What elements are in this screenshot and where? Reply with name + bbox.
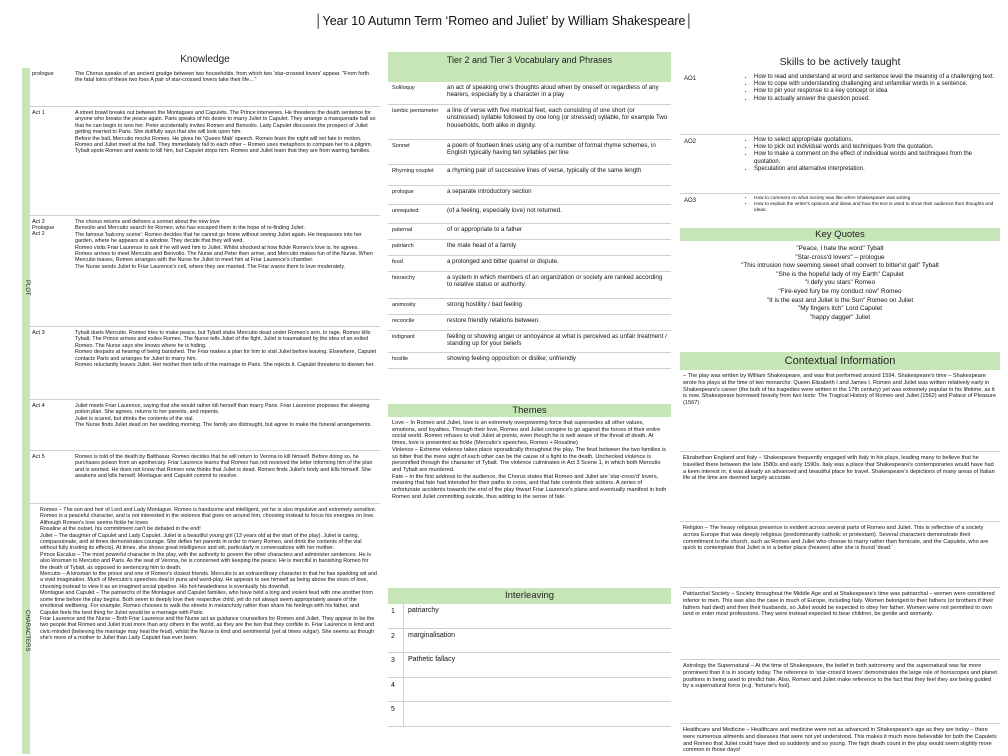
- context-paragraph: Elizabethan England and Italy – Shakespeare frequently engaged with Italy in his plays, leading many to believe that he travelled there between the late 1580s and early 1590s. Italy was a place that Shakespeare's contemporaries would have had a keen interest in; it was already an advanced and beautiful place for travel. Shakespeare's depictions of many areas of Italian life at the time are deemed largely accurate.: [680, 452, 1000, 522]
- vocab-term: Iambic pentameter: [392, 108, 439, 114]
- key-quote: "This intrusion now seeming sweet shall convert to bitter'st gall" Tybalt: [741, 262, 939, 270]
- skill-point: • Speculation and alternative interpretation.: [754, 166, 998, 173]
- interleaving-text: patriarchy: [408, 607, 439, 614]
- vocab-term: patriarch: [392, 243, 414, 249]
- vocab-term: indignant: [392, 334, 415, 340]
- key-quote: "She is the hopeful lady of my Earth" Capulet: [776, 270, 904, 278]
- skills-row: [680, 135, 1000, 194]
- vocab-row: [388, 256, 671, 272]
- vocab-definition: restore friendly relations between.: [447, 317, 540, 324]
- vocab-row: [388, 165, 671, 186]
- context-panel: [680, 352, 1000, 754]
- vocab-term: prologue: [392, 189, 414, 195]
- skills-row: [680, 194, 1000, 228]
- knowledge-label: Act 1: [32, 110, 45, 116]
- key-quote: "My fingers itch" Lord Capulet: [797, 305, 883, 313]
- knowledge-grid: [30, 68, 380, 754]
- key-quote: "Peace, I hate the word" Tybalt: [796, 245, 884, 252]
- vocab-term: unrequited: [392, 208, 419, 214]
- vocab-definition: a system in which members of an organization or society are ranked according to relative status or authority.: [447, 274, 663, 289]
- vocab-row: [388, 315, 671, 331]
- quotes-panel: [680, 228, 1000, 350]
- context-paragraph: Astrology the Supernatural – At the time of Shakespeare, the belief in both astronomy and the supernatural was far more prominent than it is in society today. The reference to 'star-cross'd lovers' demonstrates the large role of horoscopes and planet positions in being used to predict fate. Also, Romeo and Juliet make reference to the fact that they feel they are being guided by a supernatural force (e.g. 'fortune's fool).: [680, 660, 1000, 724]
- interleaving-row: [388, 702, 671, 727]
- interleaving-text: [404, 702, 671, 726]
- knowledge-header: Knowledge: [30, 52, 380, 68]
- ao-points: [742, 72, 1000, 134]
- skills-panel: [680, 52, 1000, 228]
- vocab-term: Soliloquy: [392, 85, 415, 91]
- key-quote: "It is the east and Juliet is the Sun" Romeo on Juliet: [766, 296, 914, 304]
- vocab-row: [388, 82, 671, 105]
- knowledge-text: The chorus returns and delivers a sonnet about the new love Benvolio and Mercutio search for Romeo, who has escaped them in the hope of re-finding Juliet. The famous 'balcony scene': Romeo decides that he cannot go home without seeing Juliet again. He trespasses into her garden, where he appears at a window. They decide that they will wed. Romeo visits Friar Laurence to ask if he will wed him to Juliet. Whilst shocked at how fickle Romeo's love is, he agrees. Romeo arrives to meet Mercutio and Benvolio. The Nurse and Peter then arrive, and Mercutio makes fun of the Nurse. When Mercutio leaves, Romeo arranges with the Nurse for Juliet to meet him at Friar Laurence's chamber. The Nurse sends Juliet to Friar Laurence's cell, where they are married. The Friar warns them to love moderately.: [75, 219, 373, 270]
- context-header: Contextual Information: [680, 352, 1000, 370]
- vocab-definition: of or appropriate to a father: [447, 226, 522, 233]
- vocab-row: [388, 140, 671, 165]
- interleaving-number: 3: [388, 653, 404, 677]
- interleaving-panel: [388, 588, 671, 754]
- context-list: [680, 370, 1000, 754]
- vocab-term: Sonnet: [392, 143, 410, 149]
- quotes-header: Key Quotes: [680, 228, 1000, 241]
- vocab-row: [388, 331, 671, 353]
- plot-side-label: PLOT: [22, 68, 30, 508]
- ao-points: [742, 194, 1000, 228]
- quotes-list: [680, 245, 1000, 322]
- key-quote: "I defy you stars" Romeo: [804, 279, 876, 287]
- interleaving-number: 4: [388, 678, 404, 702]
- ao-label: AO3: [684, 198, 697, 204]
- knowledge-row: [30, 327, 380, 400]
- vocab-panel: [388, 52, 671, 402]
- vocab-term: hierarchy: [392, 275, 416, 281]
- knowledge-label: Act 4: [32, 403, 45, 409]
- knowledge-row: [30, 400, 380, 451]
- knowledge-row: [30, 68, 380, 107]
- knowledge-row: [30, 216, 380, 327]
- knowledge-text: The Chorus speaks of an ancient grudge between two households, from which two 'star-crossed lovers' appear. "From forth the fatal loins of these two foes A pair of star-crossed lovers take their life…": [75, 71, 370, 84]
- themes-panel: [388, 404, 671, 584]
- ao-label: AO1: [684, 76, 697, 82]
- knowledge-text: Juliet meets Friar Laurence, saying that she would rather kill herself than marry Paris. Friar Laurence proposes the sleeping potion plan. She agrees, returns to her parents, and repents. Juliet is scared, but drinks the contents of the vial. The Nurse finds Juliet dead on her wedding morning. The family are distraught, but agree to make the funeral arrangements.: [75, 403, 372, 429]
- skill-point: • How to cope with understanding challenging and unfamiliar words in a sentence.: [754, 81, 998, 88]
- knowledge-label: prologue: [32, 71, 54, 77]
- interleaving-text: Pathetic fallacy: [408, 656, 456, 663]
- ao-label: AO2: [684, 139, 697, 145]
- page-title: │Year 10 Autumn Term ‘Romeo and Juliet’ by William Shakespeare│: [314, 14, 694, 28]
- key-quote: "Star-cross'd lovers" – prologue: [795, 253, 885, 261]
- ao-points: [742, 135, 1000, 193]
- vocab-row: [388, 205, 671, 224]
- knowledge-label: Act 3: [32, 330, 45, 336]
- skill-point: • How to select appropriate quotations.: [754, 137, 998, 144]
- vocab-row: [388, 353, 671, 369]
- skill-point: • How to pin your response to a key concept or idea: [754, 88, 998, 95]
- vocab-row: [388, 224, 671, 240]
- context-paragraph: – The play was written by William Shakespeare, and was first performed around 1594. Shakespeare's time – Shakespeare wrote his plays at the time of two monarchs: Queen Elizabeth I and James I. Romeo and Juliet was written relatively early in Shakespeare's career (the bulk of his tragedies were written in the 17th century) yet was extremely popular in his lifetime, as it is now. Shakespeare borrowed heavily from two texts: The Tragical History of Romeo and Juliet (1562) and Palace of Pleasure (1567): [680, 370, 1000, 452]
- characters-text: Romeo – The son and heir of Lord and Lady Montague. Romeo is handsome and intelligent, yet he is also impulsive and extremely sensitive. Romeo is a peaceful character, and is not interested in the violence that goes on around him, choosing instead to focus his energies on love. Although Romeo's love seems fickle he loves Rosaline at the outset, his commitment can't be debated in the end! Juliet – The daughter of Capulet and Lady Capulet. Juliet is a beautiful young girl (13 years old at the start of the play). Juliet is caring, compassionate, and at times demonstrates courage. She defies her parents in order to marry Romeo, and drink the contents of the vial without fully trusting its effects). At times, she shows great intelligence and wit, particularly in conversations with her mother. Prince Escalus – The most powerful character in the play, with the authority to govern the other characters and administer sentences. He is also kinsman to Mercutio and Paris. As the seat of Verona, he is concerned with keeping the peace. He is merciful in banishing Romeo for the death of Tybalt, as opposed to sentencing him to death. Mercutio – A kinsman to the prince and one of Romeo's closest friends. Mercutio is an extraordinary character in that he has sparkling wit and a vivid imagination. Much of Mercutio's speeches deal in puns and word-play. He appears to see himself as being above the vices of love, choosing instead to view it as an imagined social pipeline. His hot-headedness is eventually his downfall. Montague and Capulet – The patriarchs of the Montague and Capulet families, who have held a long and violent feud with one another from some time before the play begins. Both seem to deeply love their respective child, yet do not always seem appropriately aware of the emotional wellbeing. For example, Romeo chooses to walk the streets in melancholy rather than share his feelings with his father, and Capulet feels the best thing for Juliet would be a marriage with Paris. Friar Laurence and the Nurse – Both Friar Laurence and the Nurse act as guidance counsellors for Romeo and Juliet. They appear to be the two people that Romeo and Juliet trust more than any others in the world, as they are the two that they confide in. Friar Laurence is kind and civic-minded (believing the marriage may heal the feud), whilst the Nurse is kind and sentimental (yet at times vulgar). She seems as though she's more of a mother to Juliet than Lady Capulet has ever been.: [40, 507, 377, 642]
- vocab-term: animosity: [392, 302, 416, 308]
- knowledge-text: Romeo is told of the death by Balthasar. Romeo decides that he will return to Verona to kill himself. Before doing so, he purchases poison from an apothecary. Friar Laurence learns that Romeo has not received the letter informing him of the plan and is worried. He does not know that Romeo now thinks that Juliet is dead. Romeo finds Juliet's body and kills himself. She awakens and kills herself. Montague and Capulet commit to resolve.: [75, 454, 373, 480]
- knowledge-row: [30, 451, 380, 504]
- key-quote: "happy dagger" Juliet: [809, 313, 871, 321]
- themes-header: Themes: [388, 404, 671, 417]
- skill-point: • How to pick out individual words and techniques from the quotation.: [754, 144, 998, 151]
- interleaving-number: 5: [388, 702, 404, 726]
- interleaving-list: [388, 604, 671, 727]
- context-paragraph: Religion – The heavy religious presence is evident across several parts of Romeo and Juliet. This is reflective of a society across Europe that was deeply religious (predominantly catholic or protestant). Several characters demonstrate their commitment to the church, such as Romeo and Juliet who choose to marry rather than fornicate, and the Capulets, who are quick to contemplate that Juliet is in a better place (heaven) after she is found 'dead.': [680, 522, 1000, 588]
- vocab-term: paternal: [392, 227, 413, 233]
- interleaving-header: Interleaving: [388, 588, 671, 604]
- knowledge-label: Act 5: [32, 454, 45, 460]
- vocab-row: [388, 186, 671, 205]
- context-paragraph: Patriarchal Society – Society throughout the Middle Age and at Shakespeare's time was patriarchal – women were considered inferior to men. This was also the case in much of Europe, including Italy. Women belonged to their fathers (or brothers if their fathers had died) and then their husbands, so Juliet would be expected to obey her father. Women were not permitted to own land or enter most professions. They were instead expected to bear children, be gentle and womanly.: [680, 588, 1000, 660]
- vocab-header: Tier 2 and Tier 3 Vocabulary and Phrases: [388, 52, 671, 82]
- knowledge-text: A street brawl breaks out between the Montagues and Capulets. The Prince intervenes. He threatens the death sentence for anyone who breaks the peace again. Paris speaks of his desire to marry Juliet to Capulet. They arrange a masquerade ball so that he can begin to woo her. Peter accidentally invites Romeo and Benvolio. Lady Capulet discusses the prospect of Juliet getting married to Paris. She dutifully says that she will look upon him. Before the ball, Mercutio mocks Romeo. He gives his 'Queen Mab' speech. Romeo fears the night will set fate in motion. Romeo and Juliet meet at the ball. They immediately fall to each other – Romeo uses metaphors to compare her to a pilgrim. Tybalt spots Romeo and wants to kill him, but Capulet stops him. Romeo and Juliet learn that they are from warring families.: [75, 110, 376, 155]
- vocab-term: hostile: [392, 356, 409, 362]
- key-quote: "Fire-eyed fury be my conduct now" Romeo: [778, 287, 902, 295]
- vocab-definition: a prolonged and bitter quarrel or dispute.: [447, 258, 559, 265]
- skill-point: • How to explain the writer's opinions and ideas and how the text is used to show their audience their thoughts and ideas.: [754, 202, 998, 214]
- characters-row: [30, 504, 380, 754]
- vocab-definition: a poem of fourteen lines using any of a number of formal rhyme schemes, in English typically having ten syllables per line: [447, 142, 656, 157]
- interleaving-number: 2: [388, 629, 404, 653]
- vocab-definition: a line of verse with five metrical feet, each consisting of one short (or unstressed) syllable followed by one long (or stressed) syllable, for example Two households, both alike in dignity.: [447, 107, 668, 129]
- vocab-row: [388, 240, 671, 256]
- context-paragraph: Healthcare and Medicine – Healthcare and medicine were not as advanced in Shakespeare's age as they are today – there were numerous ailments and diseases that were not yet understood. This makes it much more believable for both the Capulets and Romeo that Juliet could have died so suddenly and so young. The high death count in the play would seem slightly more common in those days!: [680, 724, 1000, 754]
- vocab-row: [388, 299, 671, 315]
- knowledge-text: Tybalt duels Mercutio. Romeo tries to make peace, but Tybalt stabs Mercutio dead under Romeo's arm. In rage, Romeo kills Tybalt. The Prince arrives and exiles Romeo. The Nurse tells Juliet of the fight. Juliet is traumatised by the idea of an exiled Romeo. The Nurse says she knows where he is hiding. Romeo despairs at hearing of being banished. The Friar makes a plan for him to visit Juliet before leaving. Elsewhere, Capulet contacts Paris and arranges for Juliet to marry him. Romeo reluctantly leaves Juliet. Her mother then tells of the marriage to Paris. She rejects it. Capulet threatens to disown her.: [75, 330, 377, 369]
- themes-text: Love – In Romeo and Juliet, love is an extremely overpowering force that supersedes all other values, emotions, and loyalties. Through their love, Romeo and Juliet conspire to go against the forces of their entire social world. Romeo refuses to visit Juliet at points, even though he is well aware of the threat of death. At times, love is presented as fickle (Mercutio's speeches, Romeo + Rosaline) Violence – Extreme violence takes place sporadically throughout the play. The feud between the two families is so bitter that the mere sight of each other can be the cause of a fight to the death. Unchecked violence is personified through the character of Tybalt. The violence culminates in Act 3 Scene 1, in which both Mercutio and Tybalt are murdered. Fate – In the first address to the audience, the Chorus states that Romeo and Juliet are 'star-cross'd' lovers, meaning that fate had intended for their paths to cross, and that fate controls their actions. A series of unfortunate accidents towards the end of the play thwart Friar Laurence's plans and eventually manifest in both Romeo and Juliet committing suicide, thus adding to the sense of fate.: [392, 420, 667, 500]
- vocab-row: [388, 105, 671, 140]
- vocab-definition: feeling or showing anger or annoyance at what is perceived as unfair treatment / standing up for your beliefs: [447, 333, 667, 348]
- interleaving-row: [388, 604, 671, 629]
- vocab-term: feud: [392, 259, 403, 265]
- characters-side-label: CHARACTERS: [22, 508, 30, 754]
- vocab-list: [388, 82, 671, 369]
- vocab-definition: a separate introductory section: [447, 188, 532, 195]
- vocab-term: Rhyming couplet: [392, 168, 434, 174]
- vocab-definition: the male head of a family: [447, 242, 517, 249]
- vocab-row: [388, 272, 671, 299]
- vocab-definition: a rhyming pair of successive lines of verse, typically of the same length: [447, 167, 642, 174]
- interleaving-row: [388, 629, 671, 654]
- vocab-term: reconcile: [392, 318, 415, 324]
- interleaving-text: [404, 678, 671, 702]
- knowledge-row: [30, 107, 380, 216]
- interleaving-text: marginalisation: [408, 631, 456, 639]
- knowledge-label: Act 2 Prologue Act 2: [32, 219, 55, 237]
- vocab-definition: an act of speaking one's thoughts aloud when by oneself or regardless of any hearers, especially by a character in a play: [447, 84, 659, 99]
- skills-header: Skills to be actively taught: [680, 52, 1000, 72]
- skill-point: • How to comment on what society was like when Shakespeare was writing: [754, 196, 998, 202]
- skills-list: [680, 72, 1000, 228]
- vocab-definition: (of a feeling, especially love) not returned.: [447, 207, 562, 214]
- skill-point: • How to read and understand at word and sentence level the meaning of a challenging text.: [754, 74, 998, 81]
- vocab-definition: strong hostility / bad feeling: [447, 301, 522, 308]
- interleaving-row: [388, 678, 671, 703]
- vocab-definition: showing feeling opposition or dislike; unfriendly: [447, 355, 576, 362]
- skill-point: • How to actually answer the question posed.: [754, 96, 998, 103]
- interleaving-row: [388, 653, 671, 678]
- skills-row: [680, 72, 1000, 135]
- interleaving-number: 1: [388, 604, 404, 628]
- skill-point: • How to make a comment on the effect of individual words and techniques from the quotation.: [754, 151, 998, 165]
